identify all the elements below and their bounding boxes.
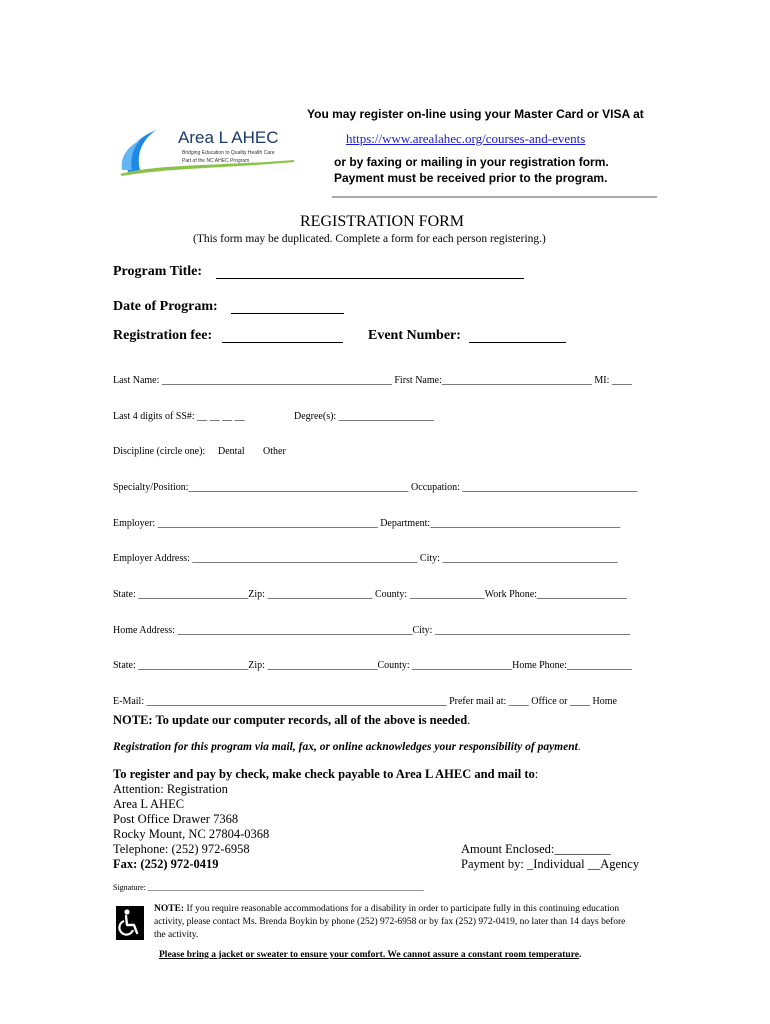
disability-note-label: NOTE: <box>154 904 185 914</box>
ss-field[interactable]: Last 4 digits of SS#: __ __ __ __ <box>113 411 245 422</box>
event-number-field[interactable] <box>469 342 566 343</box>
header-line-payment: Payment must be received prior to the program. <box>334 171 608 185</box>
discipline-other-option[interactable]: Other <box>263 446 286 457</box>
discipline-dental-option[interactable]: Dental <box>218 446 245 457</box>
name-fields[interactable]: Last Name: ______________________________________________ First Name:______________________________ MI: ____ <box>113 375 632 386</box>
registration-link[interactable]: https://www.arealahec.org/courses-and-events <box>346 131 586 146</box>
event-number-label: Event Number: <box>368 328 461 343</box>
header-divider <box>332 196 657 198</box>
disability-note-text-1: If you require reasonable accommodations for a disability in order to participate fully in this continuing education <box>184 904 620 914</box>
employer-address-fields[interactable]: Employer Address: _____________________________________________ City: ___________________________________ <box>113 553 618 564</box>
mail-org: Area L AHEC <box>113 797 185 811</box>
mail-heading-colon: : <box>534 767 539 781</box>
program-title-label: Program Title: <box>113 264 203 279</box>
mail-po-box: Post Office Drawer 7368 <box>113 812 239 826</box>
mail-attention: Attention: Registration <box>113 782 228 796</box>
signature-field[interactable]: Signature: _____________________________________________________________________ <box>113 883 424 892</box>
registration-fee-label: Registration fee: <box>113 328 213 343</box>
header-line-fax: or by faxing or mailing in your registration form. <box>334 155 609 169</box>
program-title-field[interactable] <box>216 278 524 279</box>
form-subtitle: (This form may be duplicated. Complete a form for each person registering.) <box>193 233 546 245</box>
amount-enclosed-field[interactable]: Amount Enclosed:_________ <box>461 842 611 856</box>
mail-heading <box>113 767 538 782</box>
disability-note-line-2: activity, please contact Ms. Brenda Boykin by phone (252) 972-6958 or by fax (252) 972-0419, no later than 14 days before <box>154 917 626 927</box>
mail-fax: Fax: (252) 972-0419 <box>113 857 219 871</box>
email-preference-fields[interactable]: E-Mail: ____________________________________________________________ Prefer mail at: ____ Office or ____ Home <box>113 696 617 707</box>
degree-field[interactable]: Degree(s): ___________________ <box>294 411 434 422</box>
date-of-program-label: Date of Program: <box>113 299 218 314</box>
records-note <box>113 713 470 728</box>
mail-phone: Telephone: (252) 972-6958 <box>113 842 250 856</box>
wheelchair-icon <box>116 906 144 940</box>
acknowledgement <box>113 741 581 753</box>
records-note-text: NOTE: To update our computer records, all of the above is needed <box>113 713 468 727</box>
records-note-period: . <box>467 713 471 727</box>
home-address-fields[interactable]: Home Address: _______________________________________________City: _______________________________________ <box>113 625 630 636</box>
discipline-label: Discipline (circle one): <box>113 446 206 457</box>
comfort-notice-text: Please bring a jacket or sweater to ensure your comfort. We cannot assure a constant room temperature <box>159 950 579 960</box>
header-line-online: You may register on-line using your Master Card or VISA at <box>307 107 644 121</box>
form-title: REGISTRATION FORM <box>300 213 465 230</box>
mail-heading-text: To register and pay by check, make check payable to Area L AHEC and mail to <box>113 767 535 781</box>
logo-name: Area L AHEC <box>178 128 279 147</box>
comfort-notice-period: . <box>578 950 582 960</box>
specialty-occupation-fields[interactable]: Specialty/Position:____________________________________________ Occupation: ___________________________________ <box>113 482 638 493</box>
registration-fee-field[interactable] <box>222 342 343 343</box>
payment-by-field[interactable]: Payment by: _Individual __Agency <box>461 857 640 871</box>
disability-note-line-1 <box>154 904 619 914</box>
comfort-notice <box>159 950 581 960</box>
acknowledgement-period: . <box>577 741 581 753</box>
mail-city: Rocky Mount, NC 27804-0368 <box>113 827 270 841</box>
employer-department-fields[interactable]: Employer: ____________________________________________ Department:______________________________________ <box>113 518 621 529</box>
logo-tagline-2: Part of the NC AHEC Program <box>182 158 250 164</box>
logo-tagline: Bridging Education to Quality Health Care <box>182 150 275 156</box>
disability-note-line-3: the activity. <box>154 930 199 940</box>
area-l-ahec-logo <box>118 126 296 176</box>
home-location-fields[interactable]: State: ______________________Zip: ______________________County: ____________________Home Phone:_____________ <box>113 660 632 671</box>
acknowledgement-text: Registration for this program via mail, fax, or online acknowledges your responsibility of payment <box>113 741 578 753</box>
date-of-program-field[interactable] <box>231 313 344 314</box>
work-location-fields[interactable]: State: ______________________Zip: _____________________ County: _______________Work Phone:__________________ <box>113 589 627 600</box>
